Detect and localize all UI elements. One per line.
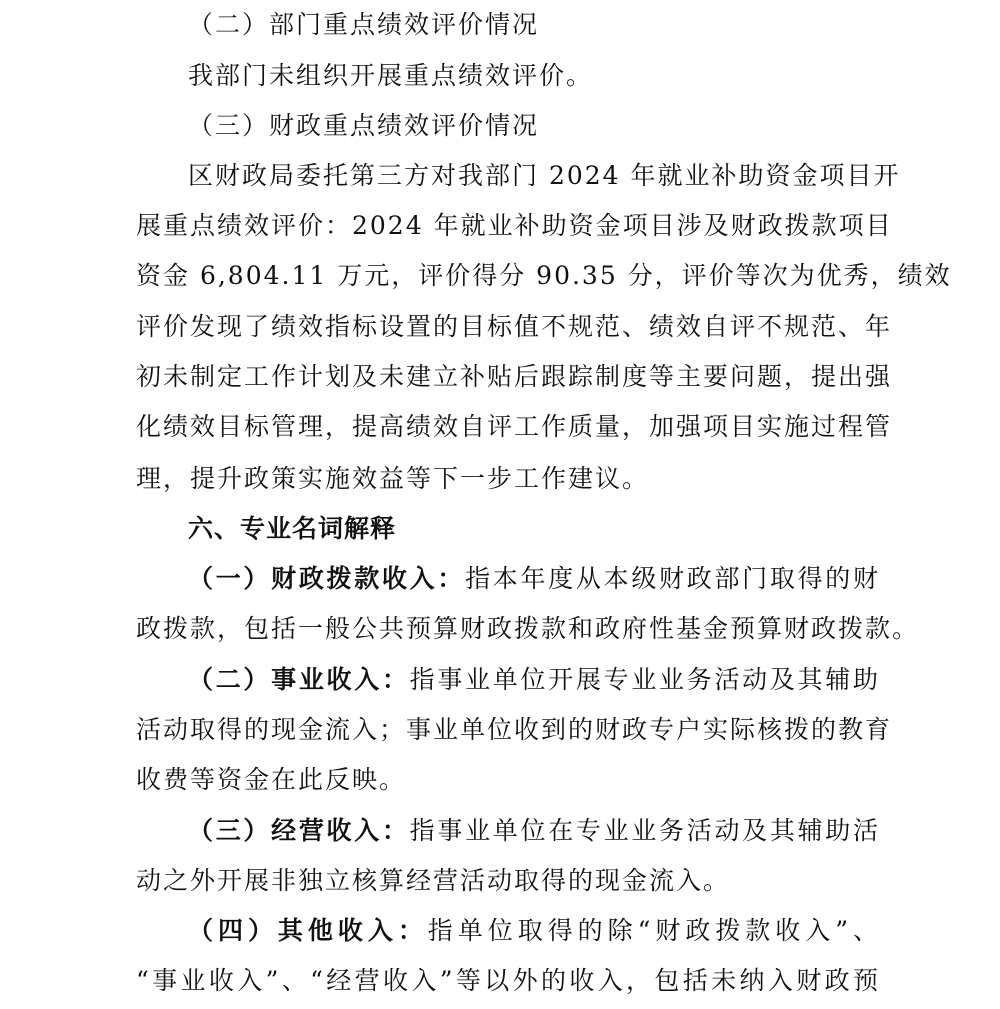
glossary-definition: 指单位取得的除“财政拨款收入”、 (427, 916, 880, 945)
paragraph-line: 收费等资金在此反映。 (136, 765, 407, 794)
paragraph-line: 初未制定工作计划及未建立补贴后跟踪制度等主要问题，提出强 (136, 362, 893, 391)
paragraph-text: 我部门未组织开展重点绩效评价。 (188, 61, 594, 90)
paragraph-line: 资金 6,804.11 万元，评价得分 90.35 分，评价等次为优秀，绩效 (136, 261, 952, 290)
subsection-heading-text: （三）财政重点绩效评价情况 (188, 111, 540, 140)
glossary-term: （二）事业收入： (188, 665, 410, 694)
paragraph-line: 展重点绩效评价：2024 年就业补助资金项目涉及财政拨款项目 (136, 211, 893, 240)
paragraph-line (188, 59, 880, 93)
paragraph-line: 理，提升政策实施效益等下一步工作建议。 (136, 464, 650, 493)
paragraph-line: 动之外开展非独立核算经营活动取得的现金流入。 (136, 866, 731, 895)
paragraph-line: 活动取得的现金流入；事业单位收到的财政专户实际核拨的教育 (136, 715, 893, 744)
glossary-definition: 指事业单位在专业业务活动及其辅助活 (409, 816, 880, 845)
paragraph-line: 政拨款，包括一般公共预算财政拨款和政府性基金预算财政拨款。 (136, 614, 920, 643)
paragraph-line: 区财政局委托第三方对我部门 2024 年就业补助资金项目开 (188, 161, 901, 190)
glossary-item-operating-income (188, 814, 880, 848)
paragraph-line: 评价发现了绩效指标设置的目标值不规范、绩效自评不规范、年 (136, 312, 893, 341)
subsection-heading-fiscal-evaluation (188, 109, 880, 143)
subsection-heading-text: （二）部门重点绩效评价情况 (188, 10, 540, 39)
glossary-item-fiscal-appropriation (188, 562, 880, 596)
subsection-heading-key-evaluation (188, 8, 880, 42)
section-heading-glossary: 六、专业名词解释 (188, 514, 397, 543)
glossary-item-other-income (188, 914, 880, 948)
glossary-definition: 指事业单位开展专业业务活动及其辅助 (409, 665, 880, 694)
paragraph-line: “事业收入”、“经营收入”等以外的收入，包括未纳入财政预 (136, 966, 880, 995)
glossary-item-business-income (188, 663, 880, 697)
paragraph-line: 化绩效目标管理，提高绩效自评工作质量，加强项目实施过程管 (136, 412, 893, 441)
glossary-term: （三）经营收入： (188, 816, 410, 845)
glossary-term: （一）财政拨款收入： (188, 564, 466, 593)
glossary-definition: 指本年度从本级财政部门取得的财 (465, 564, 880, 593)
glossary-term: （四）其他收入： (188, 916, 428, 945)
